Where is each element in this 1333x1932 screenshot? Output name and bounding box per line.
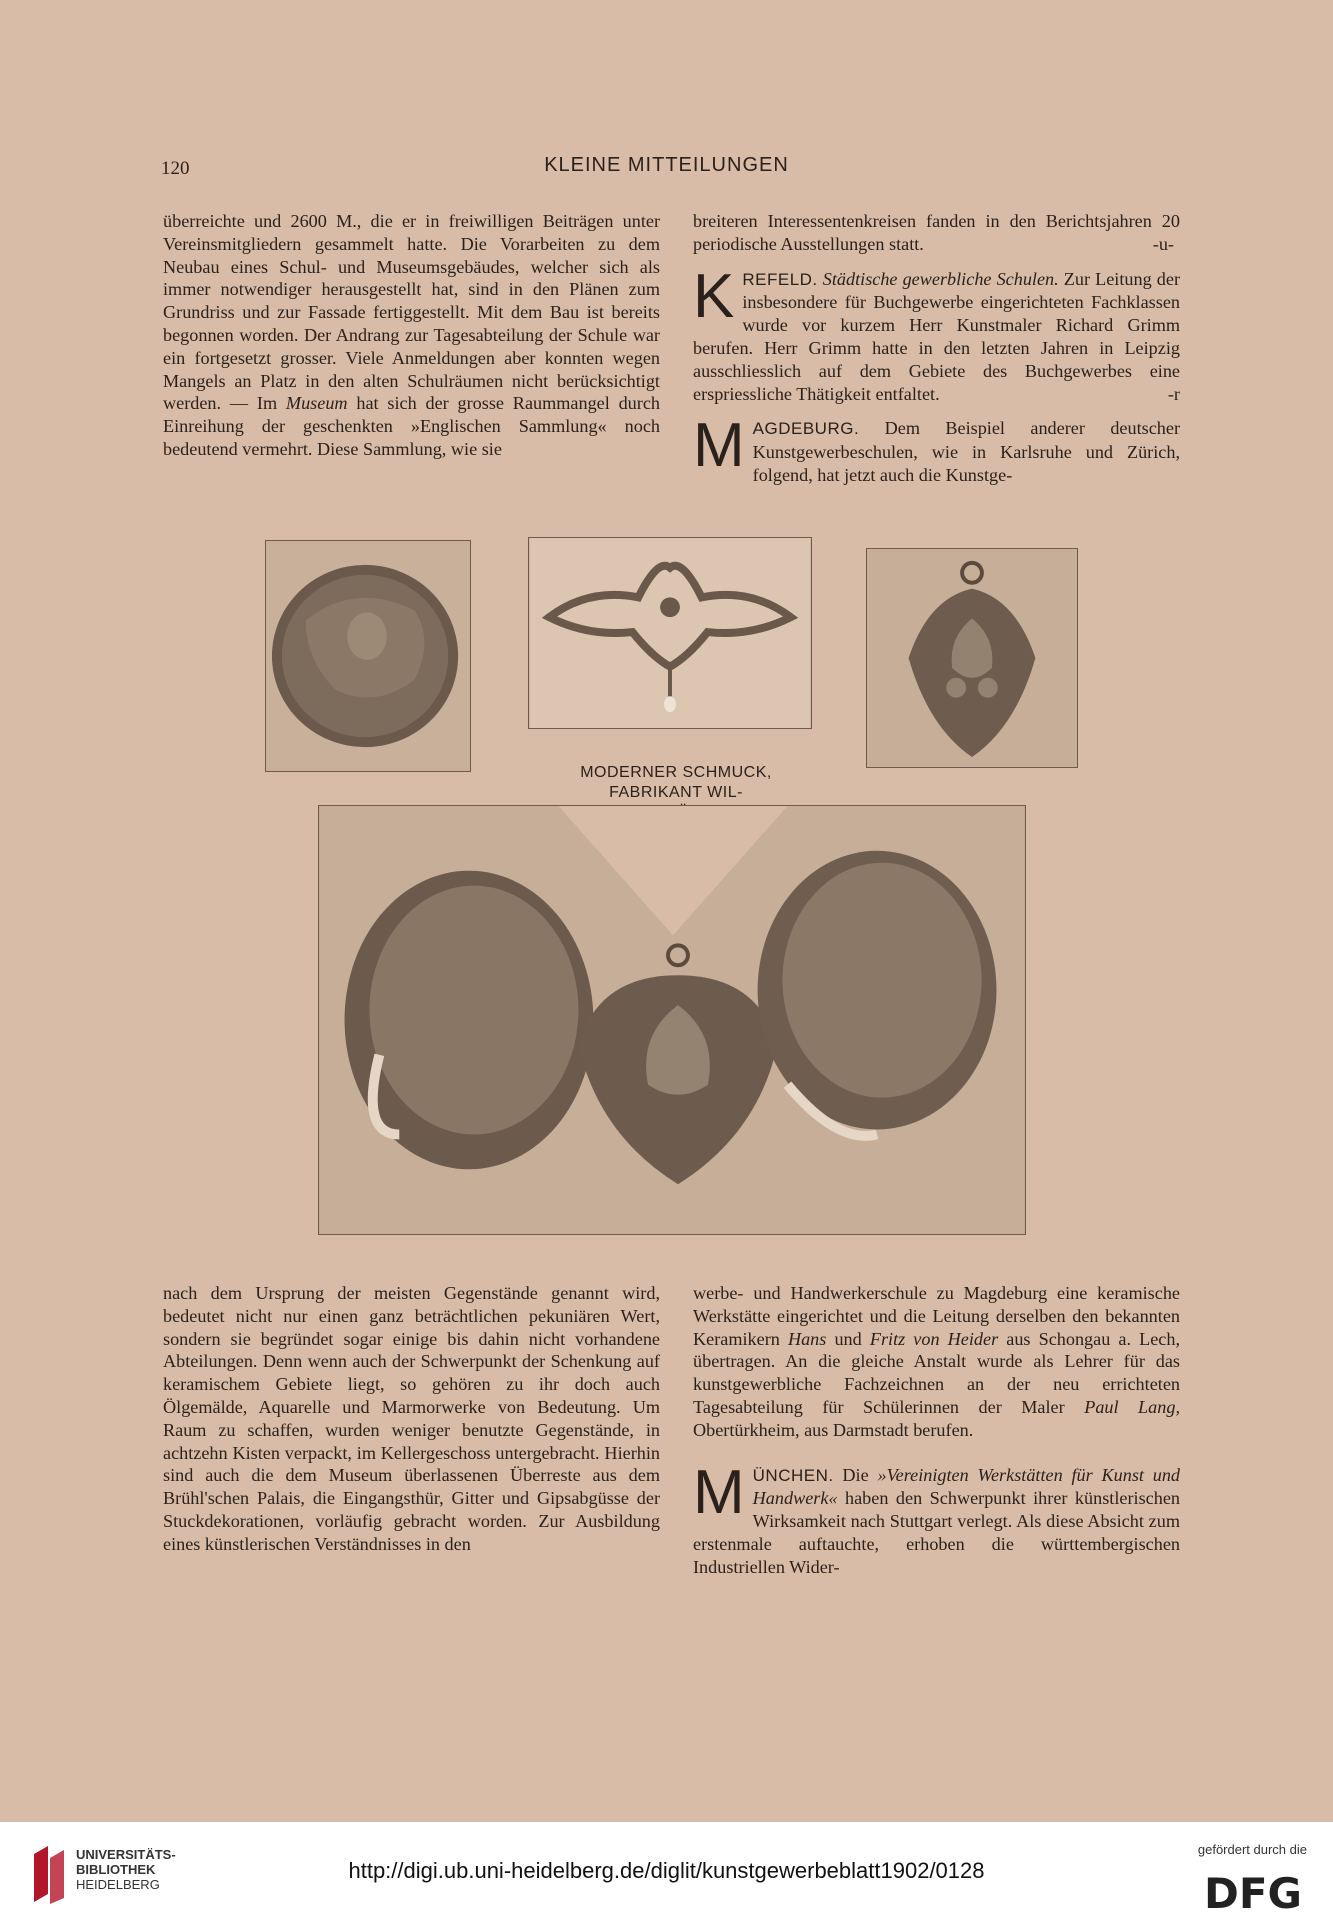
section-muenchen: MÜNCHEN. Die »Vereinigten Werkstätten für Kunst und Handwerk« haben den Schwerpunkt ihrer künstlerischen Wirksamkeit nach Stuttgart verlegt. Als diese Absicht zum erstenmale auftauchte, erhoben die württembergischen Industriellen Wider- [693,1457,1181,1577]
permalink-url[interactable]: http://digi.ub.uni-heidelberg.de/diglit/kunstgewerbeblatt1902/0128 [348,1858,985,1883]
paragraph: überreichte und 2600 M., die er in freiwilligen Beiträgen unter Vereinsmitgliedern gesammelt hatte. Die Vorarbeiten zu dem Neubau eines Schul- und Museumsgebäudes, welcher sich als immer notwendiger herausgestellt hat, sind in den Plänen zum Grundriss und zur Fassade fertiggestellt. Mit dem Bau ist bereits begonnen worden. Der Andrang zur Tagesabteilung der Schule war ein fortgesetzt grosser. Viele Anmeldungen aber konnten wegen Mangels an Platz in den alten Schulräumen nicht berücksichtigt werden. — Im Museum hat sich der grosse Raummangel durch Einreihung der geschenkten »Englischen Sammlung« noch bedeutend vermehrt. Diese Sammlung, wie sie [163,211,661,459]
drop-cap: K [693,261,735,331]
drop-cap: M [693,1457,745,1527]
funded-by-label: gefördert durch die [1197,1842,1307,1857]
lockets-group-illustration [319,806,1025,1234]
dfg-logo-icon [1203,1866,1303,1916]
running-head [0,154,1333,184]
open-locket-left [345,871,594,1170]
photo-pendant-small [866,548,1078,768]
right-column-bottom [693,1282,1180,1579]
page-number: 120 [161,158,190,179]
figure-caption: MODERNER SCHMUCK, FABRIKANT WIL- [580,764,772,801]
right-column-top [693,210,1180,487]
section-krefeld: KREFELD. Städtische gewerbliche Schulen. Zur Leitung der insbesondere für Buchgewerbe eingerichteten Fachklassen wurde vor kurzem Herr Kunstmaler Richard Grimm berufen. Herr Grimm hatte in den letzten Jahren in Leipzig ausschliesslich auf dem Gebiete des Buchgewerbes eine erspriessliche Thätigkeit entfaltet. -r [693,261,1181,404]
page-header-title: KLEINE MITTEILUNGEN [544,154,789,176]
brooch-illustration [529,538,811,728]
section-magdeburg: MAGDEBURG. Dem Beispiel anderer deutscher Kunstgewerbeschulen, wie in Karlsruhe und Zürich, folgend, hat jetzt auch die Kunstge- [693,411,1181,485]
paragraph: nach dem Ursprung der meisten Gegenstände genannt wird, bedeutet nicht nur einen ganz beträchtlichen pekuniären Wert, sondern sie begründet sogar einige bis dahin nicht vorhandene Abteilungen. Denn wenn auch der Schwerpunkt der Schenkung auf keramischem Gebiete liegt, so gehören zu ihr doch auch Ölgemälde, Aquarelle und Marmorwerke von Bedeutung. Um Raum zu schaffen, wurden weniger benutzte Gegenstände, in achtzehn Kisten verpackt, im Kellergeschoss untergebracht. Hierhin sind auch die dem Museum überlassenen Überreste aus dem Brühl'schen Palais, die Eingangsthür, Gitter und Gipsabgüsse der Stuckdekorationen, vorläufig gebracht worden. Zur Ausbildung eines künstlerischen Verständnisses in den [163,1283,660,1554]
left-column-bottom [163,1282,660,1556]
photo-brooch [528,537,812,729]
paragraph: werbe- und Handwerkerschule zu Magdeburg eine keramische Werkstätte eingerichtet und die Leitung derselben den bekannten Keramikern Hans und Fritz von Heider aus Schongau a. Lech, übertragen. An die gleiche Anstalt wurde als Lehrer für das kunstgewerbliche Fachzeichnen an der neu errichteten Tagesabteilung für Schülerinnen der Maler Paul Lang, Obertürkheim, aus Darmstadt berufen. [693,1283,1181,1440]
svg-text:DFG: DFG [1203,1869,1303,1916]
university-library-name: UNIVERSITÄTS- BIBLIOTHEK HEIDELBERG [76,1847,176,1892]
pendant-small-illustration [867,549,1077,767]
paragraph: breiteren Interessentenkreisen fanden in den Berichtsjahren 20 periodische Ausstellungen statt. -u- [693,211,1180,254]
left-column-top [163,210,660,461]
locket-round-illustration [266,541,470,771]
photo-locket-round [265,540,471,772]
digitization-footer [0,1822,1333,1932]
photo-lockets-group [318,805,1026,1235]
drop-cap: M [693,411,745,481]
